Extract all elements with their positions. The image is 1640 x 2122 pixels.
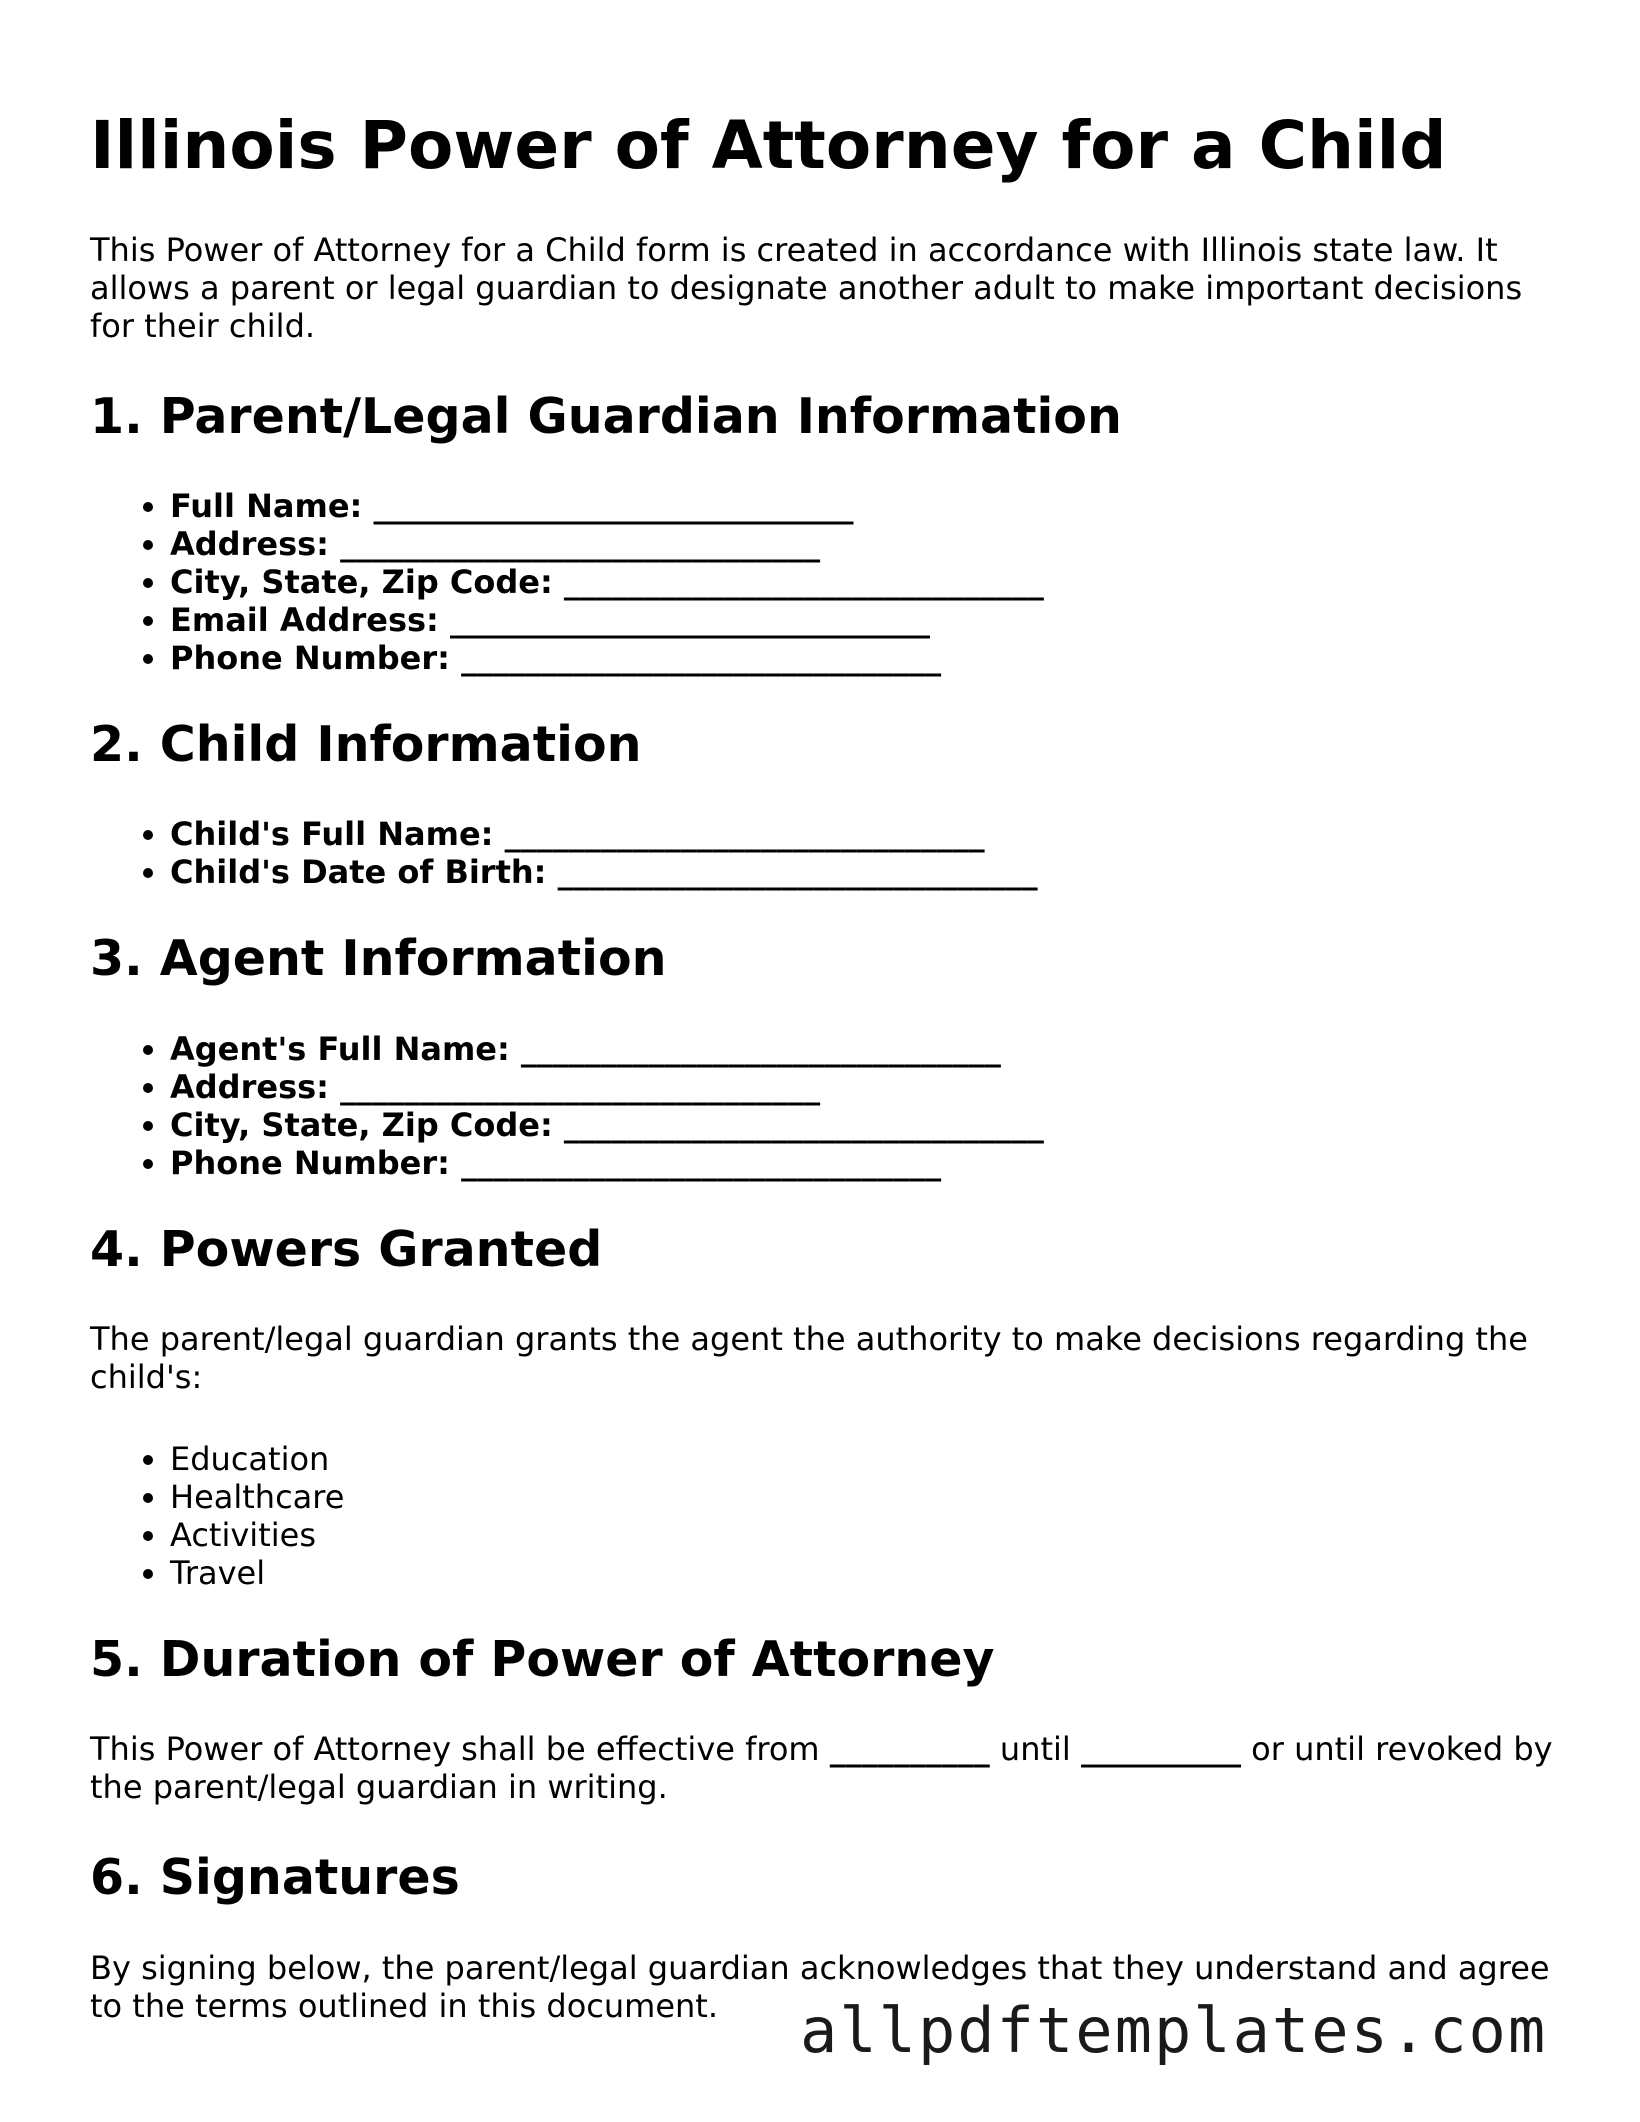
document-page	[90, 107, 1570, 2069]
powers-list	[90, 1440, 1570, 1592]
section-child-info	[90, 717, 1570, 891]
start-date-blank[interactable]: __________	[829, 1730, 990, 1769]
field-agent-phone[interactable]: • Phone Number: ______________________________	[170, 1144, 1570, 1182]
field-agent-name[interactable]: • Agent's Full Name: ______________________________	[170, 1030, 1570, 1068]
powers-paragraph: The parent/legal guardian grants the agent the authority to make decisions regarding the child's:	[90, 1319, 1528, 1396]
document-title: Illinois Power of Attorney for a Child	[90, 107, 1447, 184]
section-heading: 6. Signatures	[90, 1849, 460, 1907]
power-item: • Healthcare	[170, 1478, 1570, 1516]
watermark: allpdftemplates.com	[800, 1994, 1548, 2067]
section-heading: 5. Duration of Power of Attorney	[90, 1630, 995, 1688]
duration-text-mid: until	[989, 1730, 1081, 1769]
section-heading: 1. Parent/Legal Guardian Information	[90, 387, 1122, 445]
field-list	[90, 1030, 1570, 1182]
section-heading: 3. Agent Information	[90, 930, 667, 988]
power-item: • Education	[170, 1440, 1570, 1478]
duration-text-after: or until revoked by the parent/legal guardian in writing.	[90, 1730, 1553, 1807]
intro-paragraph: This Power of Attorney for a Child form is created in accordance with Illinois state law. It allows a parent or legal guardian to designate another adult to make important decisions for their child.	[90, 230, 1523, 345]
power-item: • Activities	[170, 1516, 1570, 1554]
field-city-state-zip[interactable]: • City, State, Zip Code: ______________________________	[170, 563, 1570, 601]
section-parent-info	[90, 389, 1570, 677]
field-child-dob[interactable]: • Child's Date of Birth: ______________________________	[170, 853, 1570, 891]
field-agent-city-state-zip[interactable]: • City, State, Zip Code: ______________________________	[170, 1106, 1570, 1144]
section-duration	[90, 1632, 1570, 1806]
field-list	[90, 487, 1570, 677]
power-item: • Travel	[170, 1554, 1570, 1592]
end-date-blank[interactable]: __________	[1080, 1730, 1241, 1769]
field-agent-address[interactable]: • Address: ______________________________	[170, 1068, 1570, 1106]
duration-paragraph	[90, 1730, 1570, 1806]
section-powers-granted	[90, 1222, 1570, 1592]
section-heading: 4. Powers Granted	[90, 1220, 603, 1278]
section-agent-info	[90, 931, 1570, 1181]
duration-text-before: This Power of Attorney shall be effective from	[90, 1730, 830, 1769]
field-email[interactable]: • Email Address: ______________________________	[170, 601, 1570, 639]
field-full-name[interactable]: • Full Name: ______________________________	[170, 487, 1570, 525]
field-list	[90, 815, 1570, 891]
field-phone[interactable]: • Phone Number: ______________________________	[170, 639, 1570, 677]
signatures-paragraph: By signing below, the parent/legal guardian acknowledges that they understand and agree to the terms outlined in this document.	[90, 1948, 1550, 2025]
field-address[interactable]: • Address: ______________________________	[170, 525, 1570, 563]
field-child-name[interactable]: • Child's Full Name: ______________________________	[170, 815, 1570, 853]
section-heading: 2. Child Information	[90, 715, 642, 773]
